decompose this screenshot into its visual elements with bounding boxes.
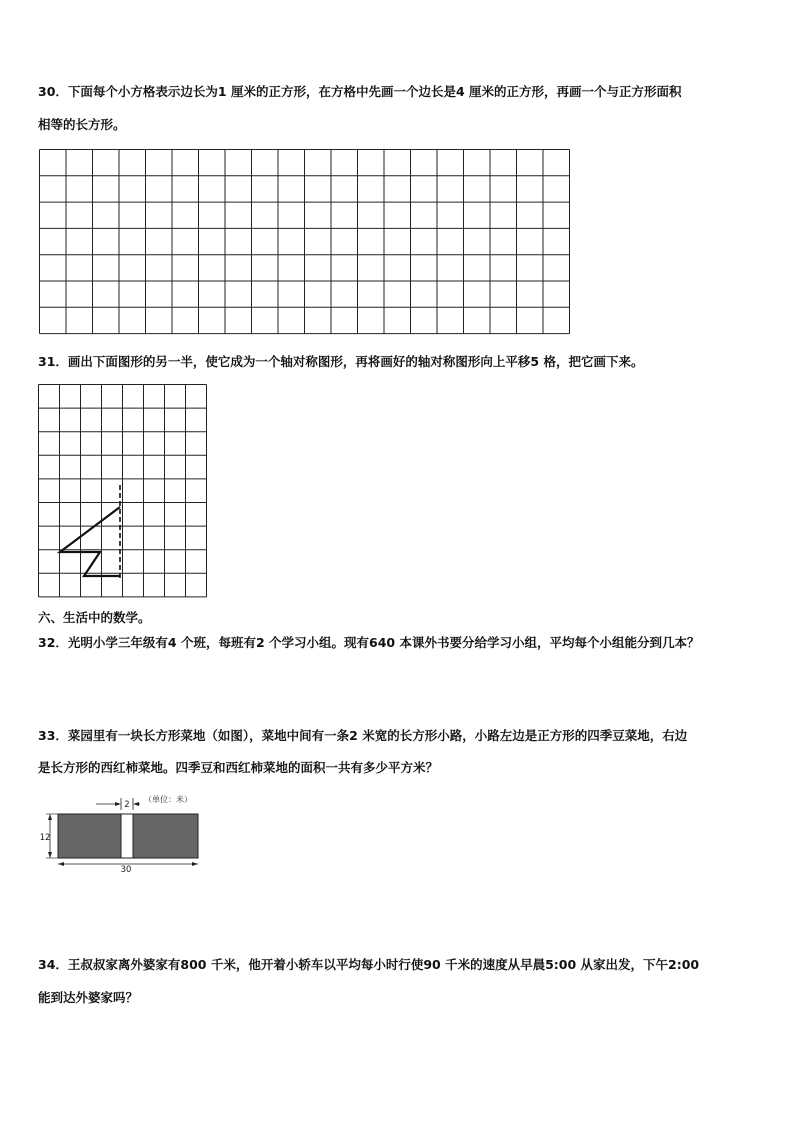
q34-text-line2: 能到达外婆家吗？ [38,990,139,1005]
q32-text: 32．光明小学三年级有4 个班，每班有2 个学习小组。现有640 本课外书要分给学习小组，平均每个小组能分到几本？ [38,635,700,650]
q33-text-line2: 是长方形的西红柿菜地。四季豆和西红柿菜地的面积一共有多少平方米？ [38,760,439,775]
q31-grid-figure [37,383,209,601]
height-label: 12 [39,833,51,843]
section-title: 六、生活中的数学。 [38,610,151,625]
q30-text-line1: 30．下面每个小方格表示边长为1 厘米的正方形，在方格中先画一个边长是4 厘米的正方形，再画一个与正方形面积 [38,84,682,99]
path [121,814,133,858]
unit-label: （单位：米） [144,795,192,804]
bean-plot [58,814,121,858]
q33-text-line1: 33．菜园里有一块长方形菜地（如图），菜地中间有一条2 米宽的长方形小路，小路左边是正方形的四季豆菜地，右边 [38,728,688,743]
q30-text-line2: 相等的长方形。 [38,117,126,132]
q33-garden-figure [36,792,206,876]
total-width-label: 30 [120,865,132,875]
tomato-plot [133,814,198,858]
q34-text-line1: 34．王叔叔家离外婆家有800 千米，他开着小轿车以平均每小时行使90 千米的速度从早晨5:00 从家出发，下午2:00 [38,957,700,972]
q31-text: 31．画出下面图形的另一半，使它成为一个轴对称图形，再将画好的轴对称图形向上平移5 格，把它画下来。 [38,354,644,369]
q30-grid [38,148,572,336]
half-shape [60,507,120,576]
path-width-label: 2 [124,800,130,810]
